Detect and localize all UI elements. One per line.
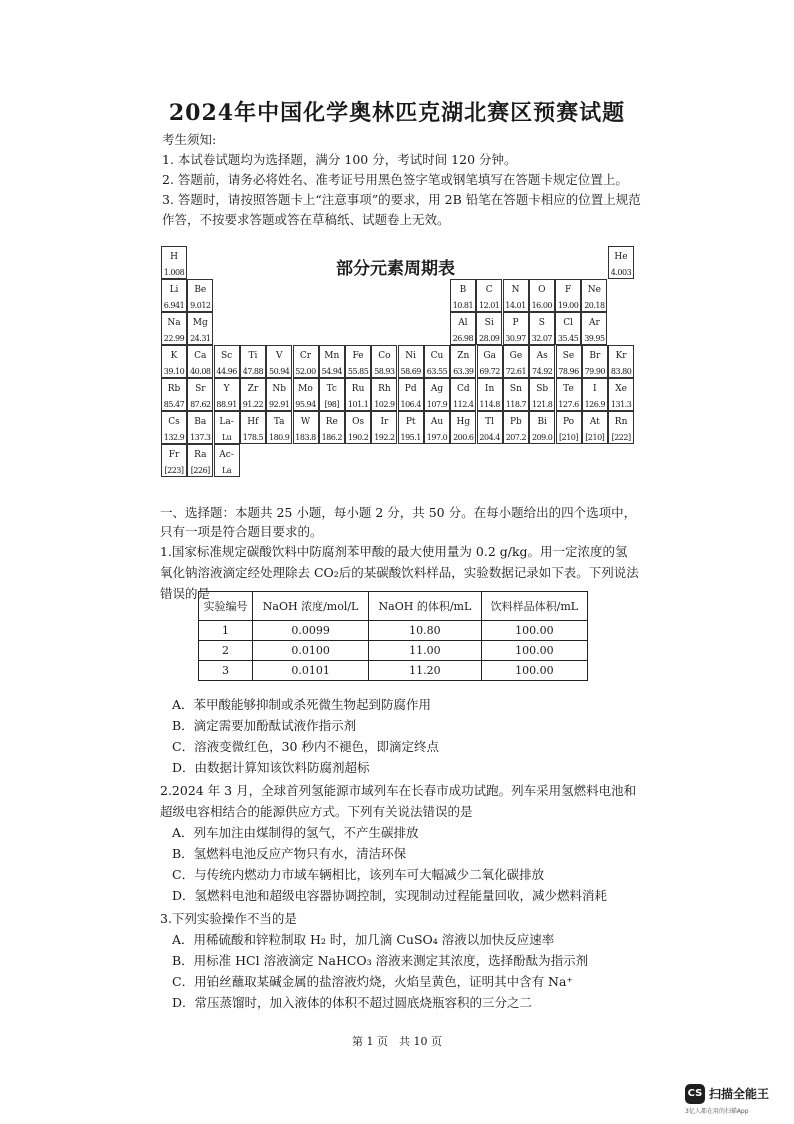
element-weight: 132.9 bbox=[163, 433, 185, 442]
table-cell: 11.00 bbox=[369, 641, 482, 661]
element-cell bbox=[266, 378, 292, 411]
element-symbol: C bbox=[485, 285, 493, 295]
element-weight: 22.99 bbox=[163, 334, 185, 343]
element-cell bbox=[266, 411, 292, 444]
element-cell bbox=[266, 345, 292, 378]
element-weight: 74.92 bbox=[531, 367, 553, 376]
option-c: C．与传统内燃动力市域车辆相比，该列车可大幅减少二氧化碳排放 bbox=[172, 867, 545, 882]
scanner-brand-name: 扫描全能王 bbox=[709, 1087, 770, 1101]
element-weight: 40.08 bbox=[190, 367, 211, 376]
element-weight: 101.1 bbox=[347, 400, 369, 409]
element-symbol: Cr bbox=[299, 351, 312, 361]
element-symbol: Se bbox=[562, 351, 575, 361]
question-1-options bbox=[160, 694, 640, 778]
element-cell bbox=[214, 378, 240, 411]
element-symbol: Si bbox=[484, 318, 494, 328]
element-symbol: K bbox=[170, 351, 178, 361]
element-cell bbox=[161, 345, 187, 378]
element-cell bbox=[582, 345, 608, 378]
option-a: A．苯甲酸能够抑制或杀死微生物起到防腐作用 bbox=[172, 697, 432, 712]
element-cell bbox=[450, 411, 476, 444]
element-symbol: Zr bbox=[247, 384, 259, 394]
question-3-stem: 3.下列实验操作不当的是 bbox=[160, 911, 297, 926]
element-cell bbox=[424, 411, 450, 444]
element-symbol: Ge bbox=[509, 351, 523, 361]
element-cell bbox=[608, 411, 634, 444]
question-2-stem: 2.2024 年 3 月，全球首列氢能源市域列车在长春市成功试跑。列车采用氢燃料电池和超级电容相结合的能源供应方式。下列有关说法错误的是 bbox=[160, 783, 637, 819]
exam-title: 2024年中国化学奥林匹克湖北赛区预赛试题 bbox=[168, 100, 626, 126]
element-cell bbox=[476, 312, 502, 345]
table-cell: 3 bbox=[199, 661, 253, 681]
element-symbol: Br bbox=[589, 351, 601, 361]
element-symbol: Os bbox=[352, 417, 365, 427]
element-cell bbox=[556, 378, 582, 411]
table-cell: 2 bbox=[199, 641, 253, 661]
element-cell bbox=[371, 411, 397, 444]
element-cell bbox=[450, 312, 476, 345]
element-symbol: Sc bbox=[220, 351, 233, 361]
question-3 bbox=[160, 908, 640, 1013]
question-2 bbox=[160, 780, 640, 906]
element-weight: 24.31 bbox=[190, 334, 211, 343]
exam-notes bbox=[162, 130, 642, 230]
element-symbol: Re bbox=[325, 417, 338, 427]
element-weight: 178.5 bbox=[242, 433, 264, 442]
element-symbol: Ta bbox=[273, 417, 285, 427]
element-weight: 121.8 bbox=[531, 400, 553, 409]
element-cell bbox=[371, 345, 397, 378]
element-cell bbox=[240, 345, 266, 378]
table-header-cell: NaOH 的体积/mL bbox=[369, 592, 482, 621]
element-symbol: Cd bbox=[456, 384, 470, 394]
element-weight: 6.941 bbox=[163, 301, 185, 310]
element-symbol: B bbox=[459, 285, 467, 295]
element-cell bbox=[529, 378, 555, 411]
element-weight: 183.8 bbox=[295, 433, 316, 442]
element-weight: 32.07 bbox=[531, 334, 552, 343]
element-cell bbox=[161, 378, 187, 411]
element-cell bbox=[398, 378, 424, 411]
element-cell bbox=[608, 246, 634, 279]
element-symbol: Ir bbox=[380, 417, 389, 427]
element-symbol: Sr bbox=[195, 384, 206, 394]
element-weight: 85.47 bbox=[163, 400, 185, 409]
element-cell bbox=[555, 312, 581, 345]
element-weight: 209.0 bbox=[531, 433, 553, 442]
element-cell bbox=[582, 411, 608, 444]
table-cell: 1 bbox=[199, 621, 253, 641]
element-weight: 20.18 bbox=[584, 301, 605, 310]
table-cell: 10.80 bbox=[369, 621, 482, 641]
element-symbol: Cs bbox=[168, 417, 180, 427]
element-cell bbox=[345, 411, 371, 444]
element-weight: 87.62 bbox=[190, 400, 211, 409]
element-cell bbox=[240, 378, 266, 411]
element-symbol: W bbox=[300, 417, 311, 427]
element-cell bbox=[371, 378, 397, 411]
element-weight: 107.9 bbox=[426, 400, 448, 409]
option-b: B．用标准 HCl 溶液滴定 NaHCO₃ 溶液来测定其浓度，选择酚酞为指示剂 bbox=[172, 953, 589, 968]
element-cell bbox=[529, 279, 555, 312]
table-row bbox=[199, 661, 588, 681]
scanner-tagline: 3亿人都在用的扫描App bbox=[685, 1108, 749, 1115]
element-symbol: Ra bbox=[194, 450, 207, 460]
element-cell bbox=[345, 378, 371, 411]
element-symbol: Cl bbox=[563, 318, 573, 328]
element-symbol: Xe bbox=[615, 384, 627, 394]
option-c: C．用铂丝蘸取某碱金属的盐溶液灼烧，火焰呈黄色，证明其中含有 Na⁺ bbox=[172, 974, 574, 989]
element-weight: 58.69 bbox=[400, 367, 421, 376]
element-weight: 35.45 bbox=[557, 334, 579, 343]
element-cell bbox=[161, 279, 187, 312]
experiment-data-table bbox=[198, 591, 588, 681]
element-weight: 197.0 bbox=[426, 433, 448, 442]
element-symbol: Ag bbox=[430, 384, 444, 394]
table-row bbox=[199, 641, 588, 661]
element-cell bbox=[319, 378, 345, 411]
element-weight: 92.91 bbox=[268, 400, 290, 409]
table-header-cell: 饮料样品体积/mL bbox=[481, 592, 587, 621]
element-weight: 95.94 bbox=[295, 400, 316, 409]
element-cell bbox=[187, 279, 213, 312]
element-symbol: Na bbox=[167, 318, 181, 328]
element-cell bbox=[214, 411, 240, 444]
option-b: B．滴定需要加酚酞试液作指示剂 bbox=[172, 718, 357, 733]
option-c: C．溶液变微红色，30 秒内不褪色，即滴定终点 bbox=[172, 739, 439, 754]
element-cell bbox=[345, 345, 371, 378]
element-cell bbox=[187, 345, 213, 378]
element-symbol: Ga bbox=[483, 351, 496, 361]
element-symbol: Pb bbox=[509, 417, 522, 427]
element-cell bbox=[582, 378, 608, 411]
notes-heading: 考生须知: bbox=[162, 132, 217, 147]
element-symbol: Cu bbox=[430, 351, 444, 361]
element-symbol: Po bbox=[562, 417, 575, 427]
element-weight: 10.81 bbox=[452, 301, 474, 310]
element-weight: 102.9 bbox=[374, 400, 395, 409]
element-weight: La bbox=[222, 466, 232, 475]
element-weight: 63.39 bbox=[453, 367, 474, 376]
element-symbol: Hg bbox=[456, 417, 471, 427]
element-weight: 78.96 bbox=[558, 367, 579, 376]
element-symbol: Mn bbox=[324, 351, 340, 361]
element-cell bbox=[503, 312, 529, 345]
element-cell bbox=[503, 378, 529, 411]
element-weight: 4.003 bbox=[610, 268, 632, 277]
element-cell bbox=[319, 411, 345, 444]
element-cell bbox=[477, 411, 503, 444]
option-d: D．氢燃料电池和超级电容器协调控制，实现制动过程能量回收，减少燃料消耗 bbox=[172, 888, 608, 903]
element-cell bbox=[450, 279, 476, 312]
element-symbol: P bbox=[512, 318, 519, 328]
element-cell bbox=[608, 378, 634, 411]
table-cell: 0.0100 bbox=[253, 641, 369, 661]
element-weight: 50.94 bbox=[268, 367, 290, 376]
table-header-cell: 实验编号 bbox=[199, 592, 253, 621]
element-symbol: H bbox=[170, 252, 178, 262]
element-weight: 39.10 bbox=[163, 367, 185, 376]
element-cell bbox=[424, 378, 450, 411]
element-weight: 180.9 bbox=[268, 433, 290, 442]
element-cell bbox=[581, 312, 607, 345]
element-cell bbox=[161, 411, 187, 444]
element-weight: 58.93 bbox=[374, 367, 395, 376]
element-symbol: Mg bbox=[192, 318, 208, 328]
element-weight: 195.1 bbox=[400, 433, 421, 442]
element-weight: 204.4 bbox=[479, 433, 500, 442]
element-cell bbox=[319, 345, 345, 378]
element-weight: 9.012 bbox=[190, 301, 211, 310]
element-weight: 186.2 bbox=[321, 433, 342, 442]
element-weight: [226] bbox=[190, 466, 210, 475]
element-symbol: Ar bbox=[588, 318, 600, 328]
element-weight: [210] bbox=[585, 433, 605, 442]
element-symbol: Rn bbox=[614, 417, 628, 427]
page-footer: 第 1 页 共 10 页 bbox=[352, 1035, 442, 1048]
question-1-stem: 1.国家标准规定碳酸饮料中防腐剂苯甲酸的最大使用量为 0.2 g/kg。用一定浓度的氢氧化钠溶液滴定经处理除去 CO₂后的某碳酸饮料样品，实验数据记录如下表。下列说法错误的是 bbox=[160, 544, 639, 601]
element-weight: 30.97 bbox=[505, 334, 526, 343]
element-cell bbox=[529, 345, 555, 378]
element-symbol: La- bbox=[219, 417, 234, 427]
table-cell: 11.20 bbox=[369, 661, 482, 681]
element-cell bbox=[503, 279, 529, 312]
element-cell bbox=[450, 345, 476, 378]
element-weight: [98] bbox=[324, 400, 339, 409]
periodic-table bbox=[161, 246, 634, 481]
element-cell bbox=[293, 411, 319, 444]
element-symbol: Nb bbox=[272, 384, 286, 394]
element-symbol: Ti bbox=[248, 351, 258, 361]
element-symbol: Sb bbox=[536, 384, 549, 394]
element-cell bbox=[477, 378, 503, 411]
table-cell: 0.0099 bbox=[253, 621, 369, 641]
element-symbol: Au bbox=[430, 417, 444, 427]
element-symbol: Li bbox=[169, 285, 179, 295]
element-cell bbox=[214, 345, 240, 378]
element-symbol: Ca bbox=[194, 351, 207, 361]
element-symbol: Sn bbox=[509, 384, 522, 394]
element-cell bbox=[161, 246, 187, 279]
element-symbol: Zn bbox=[457, 351, 470, 361]
element-weight: 39.95 bbox=[584, 334, 605, 343]
option-b: B．氢燃料电池反应产物只有水，清洁环保 bbox=[172, 846, 407, 861]
element-weight: 16.00 bbox=[531, 301, 552, 310]
element-symbol: S bbox=[538, 318, 545, 328]
periodic-table-title: 部分元素周期表 bbox=[336, 259, 455, 279]
element-symbol: Rb bbox=[167, 384, 181, 394]
element-symbol: Kr bbox=[615, 351, 627, 361]
element-weight: [223] bbox=[164, 466, 184, 475]
notes-item: 2. 答题前，请务必将姓名、准考证号用黑色签字笔或钢笔填写在答题卡规定位置上。 bbox=[162, 172, 628, 187]
element-weight: 114.8 bbox=[479, 400, 500, 409]
section-header: 一、选择题：本题共 25 小题，每小题 2 分，共 50 分。在每小题给出的四个选项中，只有一项是符合题目要求的。 bbox=[160, 505, 637, 539]
element-weight: 28.09 bbox=[478, 334, 500, 343]
element-weight: 192.2 bbox=[374, 433, 395, 442]
element-symbol: Y bbox=[223, 384, 230, 394]
notes-item: 1. 本试卷试题均为选择题，满分 100 分，考试时间 120 分钟。 bbox=[162, 152, 517, 167]
element-weight: 12.01 bbox=[478, 301, 500, 310]
element-cell bbox=[187, 444, 213, 477]
element-weight: 91.22 bbox=[242, 400, 264, 409]
option-a: A．列车加注由煤制得的氢气，不产生碳排放 bbox=[172, 825, 419, 840]
element-cell bbox=[556, 411, 582, 444]
element-cell bbox=[161, 312, 187, 345]
element-cell bbox=[398, 411, 424, 444]
element-symbol: O bbox=[538, 285, 546, 295]
element-weight: [210] bbox=[558, 433, 578, 442]
element-weight: 118.7 bbox=[505, 400, 527, 409]
table-cell: 100.00 bbox=[481, 661, 587, 681]
element-weight: 14.01 bbox=[505, 301, 526, 310]
table-cell: 100.00 bbox=[481, 641, 587, 661]
element-symbol: I bbox=[593, 384, 597, 394]
element-weight: 52.00 bbox=[295, 367, 316, 376]
element-weight: 207.2 bbox=[505, 433, 527, 442]
option-d: D．常压蒸馏时，加入液体的体积不超过圆底烧瓶容积的三分之二 bbox=[172, 995, 533, 1010]
element-cell bbox=[293, 345, 319, 378]
element-weight: 54.94 bbox=[321, 367, 342, 376]
element-symbol: At bbox=[589, 417, 600, 427]
element-cell bbox=[503, 411, 529, 444]
element-cell bbox=[398, 345, 424, 378]
element-symbol: Hf bbox=[247, 417, 259, 427]
element-symbol: Tl bbox=[485, 417, 495, 427]
element-weight: 1.008 bbox=[163, 268, 185, 277]
element-symbol: Mo bbox=[298, 384, 313, 394]
element-weight: 88.91 bbox=[216, 400, 237, 409]
element-cell bbox=[161, 444, 187, 477]
element-symbol: He bbox=[614, 252, 628, 262]
element-weight: 26.98 bbox=[452, 334, 474, 343]
element-cell bbox=[214, 444, 240, 477]
element-symbol: Ru bbox=[351, 384, 365, 394]
element-cell bbox=[556, 345, 582, 378]
element-cell bbox=[503, 345, 529, 378]
element-symbol: Fe bbox=[352, 351, 364, 361]
camscanner-icon: CS bbox=[685, 1084, 705, 1104]
element-symbol: Ne bbox=[587, 285, 601, 295]
element-symbol: Rh bbox=[378, 384, 391, 394]
element-cell bbox=[187, 312, 213, 345]
table-cell: 0.0101 bbox=[253, 661, 369, 681]
element-weight: 19.00 bbox=[557, 301, 579, 310]
element-weight: 47.88 bbox=[242, 367, 264, 376]
element-cell bbox=[424, 345, 450, 378]
scanner-badge bbox=[685, 1084, 785, 1114]
table-header-cell: NaOH 浓度/mol/L bbox=[253, 592, 369, 621]
element-symbol: Ba bbox=[194, 417, 207, 427]
element-weight: 137.3 bbox=[190, 433, 211, 442]
element-symbol: Ac- bbox=[219, 450, 234, 460]
element-weight: 200.6 bbox=[453, 433, 474, 442]
element-symbol: V bbox=[275, 351, 283, 361]
element-weight: 131.3 bbox=[610, 400, 632, 409]
element-cell bbox=[608, 345, 634, 378]
element-weight: 126.9 bbox=[584, 400, 605, 409]
element-weight: [222] bbox=[611, 433, 631, 442]
element-cell bbox=[555, 279, 581, 312]
element-weight: 63.55 bbox=[426, 367, 448, 376]
element-cell bbox=[240, 411, 266, 444]
element-symbol: Te bbox=[563, 384, 574, 394]
element-weight: 106.4 bbox=[400, 400, 421, 409]
element-symbol: F bbox=[564, 285, 572, 295]
element-weight: 55.85 bbox=[347, 367, 369, 376]
option-a: A．用稀硫酸和锌粒制取 H₂ 时，加几滴 CuSO₄ 溶液以加快反应速率 bbox=[172, 932, 555, 947]
element-cell bbox=[477, 345, 503, 378]
element-symbol: Bi bbox=[537, 417, 547, 427]
element-symbol: As bbox=[536, 351, 548, 361]
element-symbol: Tc bbox=[326, 384, 337, 394]
element-weight: 127.6 bbox=[558, 400, 579, 409]
element-symbol: Co bbox=[378, 351, 391, 361]
element-symbol: Al bbox=[458, 318, 468, 328]
element-cell bbox=[187, 378, 213, 411]
element-weight: 190.2 bbox=[347, 433, 369, 442]
element-symbol: Pd bbox=[404, 384, 417, 394]
element-symbol: Ni bbox=[405, 351, 417, 361]
element-symbol: Pt bbox=[405, 417, 416, 427]
element-weight: 44.96 bbox=[216, 367, 237, 376]
element-cell bbox=[581, 279, 607, 312]
element-cell bbox=[450, 378, 476, 411]
element-symbol: N bbox=[511, 285, 520, 295]
element-cell bbox=[187, 411, 213, 444]
element-symbol: Fr bbox=[168, 450, 180, 460]
element-symbol: Be bbox=[194, 285, 207, 295]
element-weight: Lu bbox=[221, 433, 232, 442]
element-weight: 69.72 bbox=[479, 367, 500, 376]
table-cell: 100.00 bbox=[481, 621, 587, 641]
element-weight: 72.61 bbox=[505, 367, 527, 376]
element-symbol: In bbox=[484, 384, 495, 394]
element-cell bbox=[529, 411, 555, 444]
table-row bbox=[199, 621, 588, 641]
element-cell bbox=[476, 279, 502, 312]
option-d: D．由数据计算知该饮料防腐剂超标 bbox=[172, 760, 370, 775]
element-cell bbox=[529, 312, 555, 345]
notes-item: 3. 答题时，请按照答题卡上“注意事项”的要求，用 2B 铅笔在答题卡相应的位置上规范作答，不按要求答题或答在草稿纸、试题卷上无效。 bbox=[162, 192, 641, 227]
element-weight: 79.90 bbox=[584, 367, 605, 376]
element-cell bbox=[293, 378, 319, 411]
table-header-row bbox=[199, 592, 588, 621]
element-weight: 112.4 bbox=[453, 400, 474, 409]
element-weight: 83.80 bbox=[610, 367, 632, 376]
